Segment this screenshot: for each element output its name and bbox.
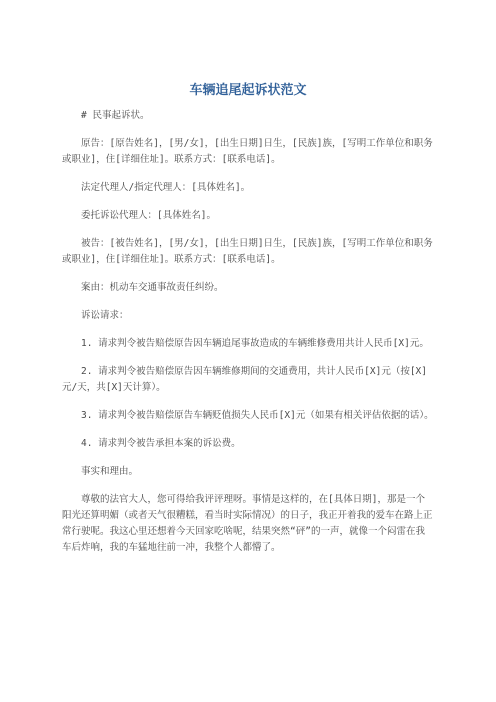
paragraph-claim-3: 3. 请求判令被告赔偿原告车辆贬值损失人民币[X]元（如果有相关评估依据的话）。	[81, 410, 434, 421]
paragraph-heading: # 民事起诉状。	[81, 110, 150, 121]
paragraph-entrusted-agent: 委托诉讼代理人：[具体姓名]。	[81, 210, 216, 221]
paragraph-claim-1: 1. 请求判令被告赔偿原告因车辆追尾事故造成的车辆维修费用共计人民币[X]元。	[81, 338, 429, 349]
paragraph-claim-2: 2. 请求判令被告赔偿原告因车辆维修期间的交通费用，共计人民币[X]元（按[X]元/天，共[X]天计算）。	[62, 366, 427, 393]
paragraph-claims-heading: 诉讼请求：	[81, 310, 129, 321]
paragraph-defendant: 被告：[被告姓名]，[男/女]，[出生日期]日生，[民族]族，[写明工作单位和职务或职业]，住[详细住址]。联系方式：[联系电话]。	[62, 238, 433, 265]
paragraph-claim-4: 4. 请求判令被告承担本案的诉讼费。	[81, 438, 241, 449]
document-title: 车辆追尾起诉状范文	[189, 83, 307, 98]
document-body	[62, 108, 434, 568]
paragraph-cause: 案由：机动车交通事故责任纠纷。	[81, 282, 224, 293]
paragraph-facts-heading: 事实和理由。	[81, 466, 139, 477]
paragraph-legal-agent: 法定代理人/指定代理人：[具体姓名]。	[81, 182, 251, 193]
paragraph-plaintiff: 原告：[原告姓名]，[男/女]，[出生日期]日生，[民族]族，[写明工作单位和职务或职业]，住[详细住址]。联系方式：[联系电话]。	[62, 138, 433, 165]
paragraph-facts-body: 尊敬的法官大人，您可得给我评评理呀。事情是这样的，在[具体日期]，那是一个阳光还算明媚（或者天气很糟糕，看当时实际情况）的日子，我正开着我的爱车在路上正常行驶呢。我这心里还想着今天回家吃啥呢，结果突然“砰”的一声，就像一个闷雷在我车后炸响，我的车猛地往前一冲，我整个人都懵了。	[62, 494, 433, 553]
